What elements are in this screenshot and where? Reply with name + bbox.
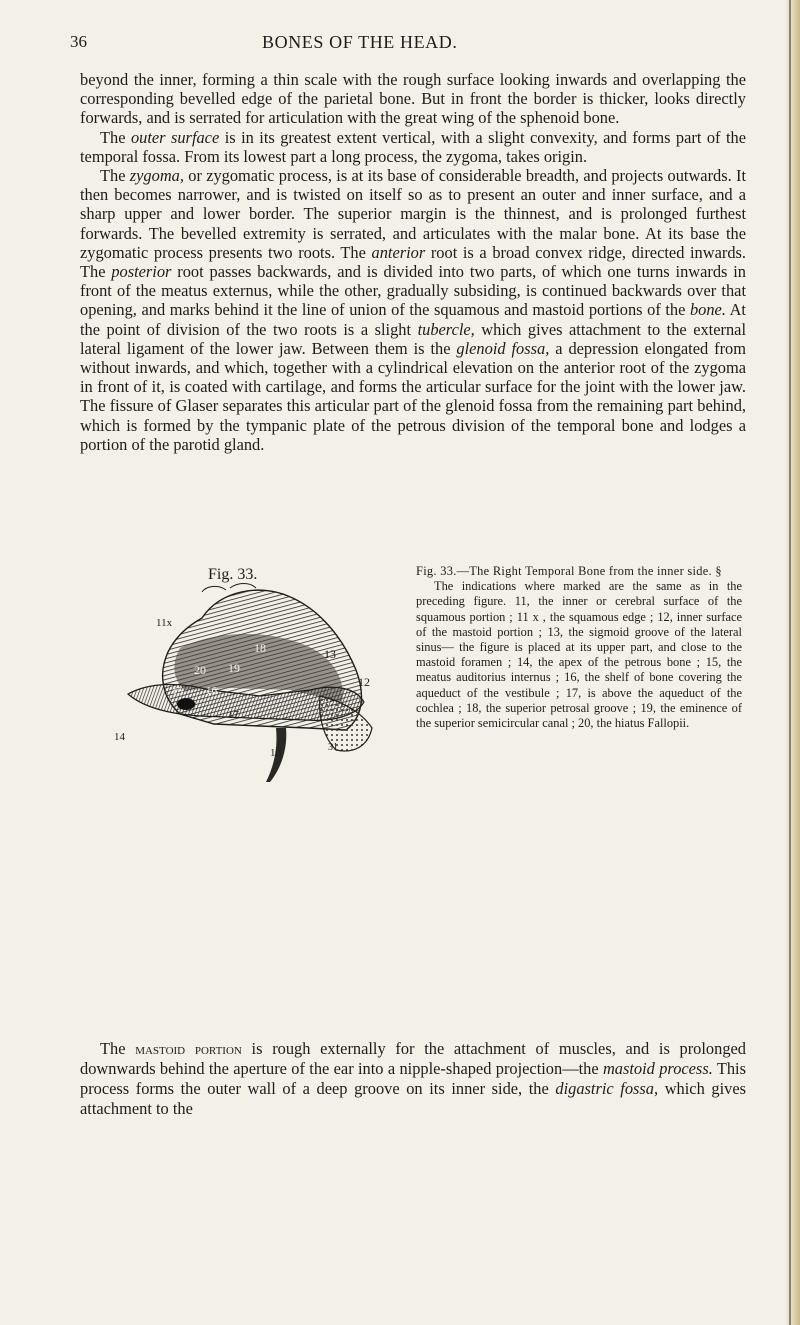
text-run: root is a broad convex ridge, directed inwards. The (80, 242, 746, 282)
page-binding-line (789, 0, 791, 1325)
paragraph-zygoma (80, 166, 746, 454)
temporal-bone-illustration (110, 578, 400, 783)
marker-10: 10 (270, 747, 281, 759)
italic-term: bone. (689, 300, 726, 320)
italic-term: digastric fossa, (555, 1079, 659, 1098)
marker-13: 13 (324, 647, 336, 661)
italic-term: anterior (371, 242, 426, 262)
marker-17: 17 (228, 709, 239, 721)
marker-11x: 11x (156, 617, 173, 629)
figure-caption (416, 564, 742, 731)
text-run: The (100, 127, 131, 147)
italic-term: outer surface (130, 127, 220, 147)
marker-31: 31 (328, 742, 338, 753)
body-text (80, 70, 746, 454)
page-header (0, 30, 800, 60)
text-run: The (100, 1039, 136, 1058)
marker-16: 16 (206, 685, 217, 697)
marker-20: 20 (194, 663, 206, 677)
meatus-internus-shape (177, 698, 195, 710)
italic-term: tubercle, (417, 319, 475, 339)
marker-14: 14 (114, 731, 125, 743)
italic-term: mastoid process. (602, 1059, 713, 1078)
paragraph-outer-surface (80, 128, 746, 166)
text-run: which gives attachment to the (80, 1079, 746, 1118)
body-text-bottom (80, 1039, 746, 1119)
marker-12: 12 (358, 675, 370, 689)
paragraph-text: beyond the inner, forming a thin scale with the rough surface looking inwards and overlapping the corresponding bevelled edge of the parietal bone. But in front the border is thicker, looks directly forwards, and is serrated for articulation with the great wing of the sphenoid bone. (80, 70, 746, 128)
text-run: At the point of division of the two roots is a slight (80, 300, 746, 339)
text-run: is rough externally for the attachment of muscles, and is prolonged downwards behind the aperture of the ear into a nipple-shaped projection—the (80, 1039, 746, 1078)
caption-title: Fig. 33.—The Right Temporal Bone from the inner side. § (416, 564, 722, 578)
marker-15: 15 (172, 685, 183, 697)
running-head: BONES OF THE HEAD. (262, 32, 458, 52)
figure-label: Fig. 33. (208, 566, 258, 583)
italic-term: glenoid fossa, (456, 338, 550, 358)
text-run: root passes backwards, and is divided into two parts, of which one turns inwards in front of the meatus externus, while the other, gradually subsiding, is continued backwards over that opening, and marks behind it the line of union of the squamous and mastoid portions of the (80, 262, 746, 320)
text-run: or zygomatic process, is at its base of considerable breadth, and projects outwards. It then becomes narrower, and is twisted on itself so as to present an outer and inner surface, and a sharp upper and lower border. The superior margin is the thinnest, and is prolonged furthest forwards. The bevelled extremity is serrated, and articulates with the malar bone. At its base the zygomatic process presents two roots. The (80, 166, 746, 262)
paragraph-continuation (80, 70, 746, 128)
marker-19: 19 (228, 661, 240, 675)
text-run: which gives attachment to the external lateral ligament of the lower jaw. Between them is the (80, 319, 746, 358)
text-run: a depression elongated from without inwards, and which, together with a cylindrical elevation on the anterior root of the zygoma in front of it, is coated with cartilage, and forms the articular surface for the joint with the lower jaw. The fissure of Glaser separates this articular part of the glenoid fossa from the remaining part behind, which is formed by the tympanic plate of the petrous division of the temporal bone and lodges a portion of the parotid gland. (80, 338, 746, 454)
caption-text: The indications where marked are the same as in the preceding figure. 11, the inner or cerebral surface of the squamous portion ; 11 x , the squamous edge ; 12, inner surface of the mastoid portion ; 13, the sigmoid groove of the lateral sinus— the figure is placed at its upper part, and close to the mastoid foramen ; 14, the apex of the petrous bone ; 15, the meatus auditorius internus ; 16, the shelf of bone covering the aqueduct of the vestibule ; 17, is above the aqueduct of the cochlea ; 18, the superior petrosal groove ; 19, the eminence of the superior semicircular canal ; 20, the hiatus Fallopii. (416, 579, 742, 731)
text-run: This process forms the outer wall of a deep groove on its inner side, the (80, 1059, 746, 1098)
marker-18: 18 (254, 641, 266, 655)
text-run: is in its greatest extent vertical, with a slight convexity, and forms part of the temporal fossa. From its lowest part a long process, the zygoma, takes origin. (80, 127, 746, 166)
paragraph-mastoid (80, 1039, 746, 1119)
italic-term: zygoma, (129, 166, 184, 186)
page-number: 36 (70, 32, 87, 51)
italic-term: posterior (111, 262, 172, 282)
small-caps-term: mastoid portion (135, 1039, 242, 1058)
text-run: The (100, 166, 130, 186)
